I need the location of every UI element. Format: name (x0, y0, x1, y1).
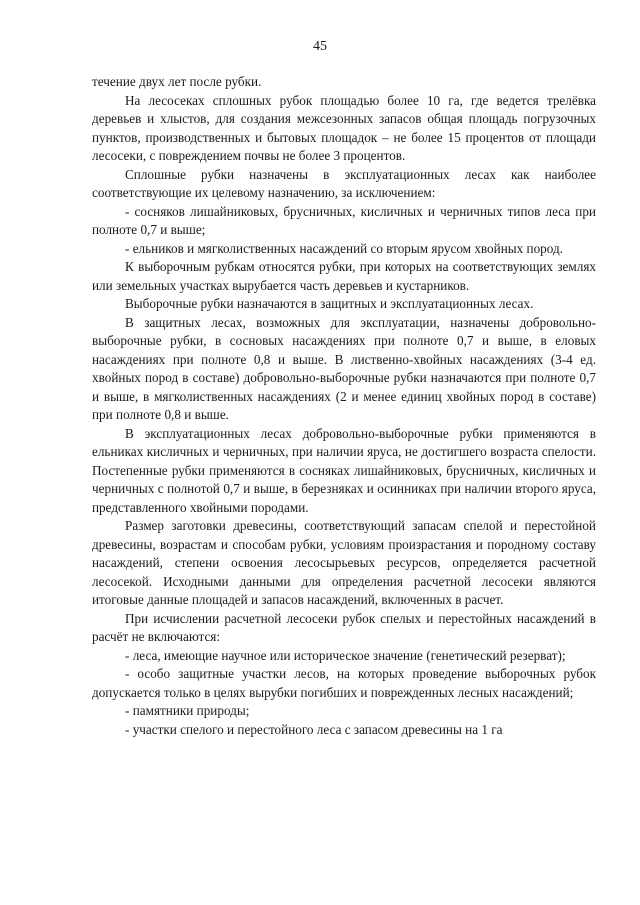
paragraph-harvest-size: Размер заготовки древесины, соответствующий запасам спелой и перестойной древесины, возрастам и способам рубки, условиям произрастания и породному составу насаждений, степени освоения лесосырьевых ресурсов, определяется расчетной лесосекой. Исходными данными для определения расчетной лесосеки являются итоговые данные площадей и запасов насаждений, включенных в расчет. (92, 518, 596, 607)
page-body (92, 73, 596, 739)
paragraph-exploitation-forests: В эксплуатационных лесах добровольно-выборочные рубки применяются в ельниках кисличных и черничных, при наличии яруса, не достигшего возраста спелости. Постепенные рубки применяются в сосняках лишайниковых, брусничных, кисличных и черничных с полнотой 0,7 и выше, в березняках и осинниках при наличии второго яруса, представленного хвойными породами. (92, 425, 596, 515)
list-item-scientific-forests: - леса, имеющие научное или историческое значение (генетический резерват); (125, 647, 566, 663)
list-item-spruce-stands: - ельников и мягколиственных насаждений со вторым ярусом хвойных пород. (125, 240, 563, 256)
list-item-pine-stands: - сосняков лишайниковых, брусничных, кисличных и черничных типов леса при полноте 0,7 и выше; (92, 203, 596, 237)
paragraph-clearcut-assignment: Сплошные рубки назначены в эксплуатационных лесах как наиболее соответствующие их целевому назначению, за исключением: (92, 166, 596, 200)
list-item-protected-areas: - особо защитные участки лесов, на которых проведение выборочных рубок допускается только в целях вырубки погибших и поврежденных лесных насаждений; (92, 666, 596, 700)
paragraph-protective-forests: В защитных лесах, возможных для эксплуатации, назначены добровольно-выборочные рубки, в сосновых насаждениях при полноте 0,7 и выше, в еловых насаждениях при полноте 0,8 и выше. В лиственно-хвойных насаждениях (3-4 ед. хвойных пород в составе) добровольно-выборочные рубки назначаются при полноте 0,7 и выше, в мягколиственных насаждениях (2 и менее единиц хвойных пород в составе) при полноте 0,8 и выше. (92, 314, 596, 422)
paragraph-selective-cutting-forests: Выборочные рубки назначаются в защитных и эксплуатационных лесах. (125, 296, 534, 311)
list-item-mature-forest-plots: - участки спелого и перестойного леса с запасом древесины на 1 га (125, 721, 503, 737)
paragraph-calculation-exclusions: При исчислении расчетной лесосеки рубок спелых и перестойных насаждений в расчёт не включаются: (92, 610, 596, 644)
list-item-nature-monuments: - памятники природы; (125, 703, 250, 718)
paragraph-clearcut-landing-area: На лесосеках сплошных рубок площадью более 10 га, где ведется трелёвка деревьев и хлыстов, для создания межсезонных запасов общая площадь погрузочных пунктов, производственных и бытовых площадок – не более 15 процентов от площади лесосеки, с повреждением почвы не более 3 процентов. (92, 92, 596, 163)
page-number: 45 (313, 39, 327, 54)
continuation-paragraph: течение двух лет после рубки. (92, 74, 262, 89)
paragraph-selective-cutting-definition: К выборочным рубкам относятся рубки, при которых на соответствующих землях или земельных участках вырубается часть деревьев и кустарников. (92, 259, 596, 293)
